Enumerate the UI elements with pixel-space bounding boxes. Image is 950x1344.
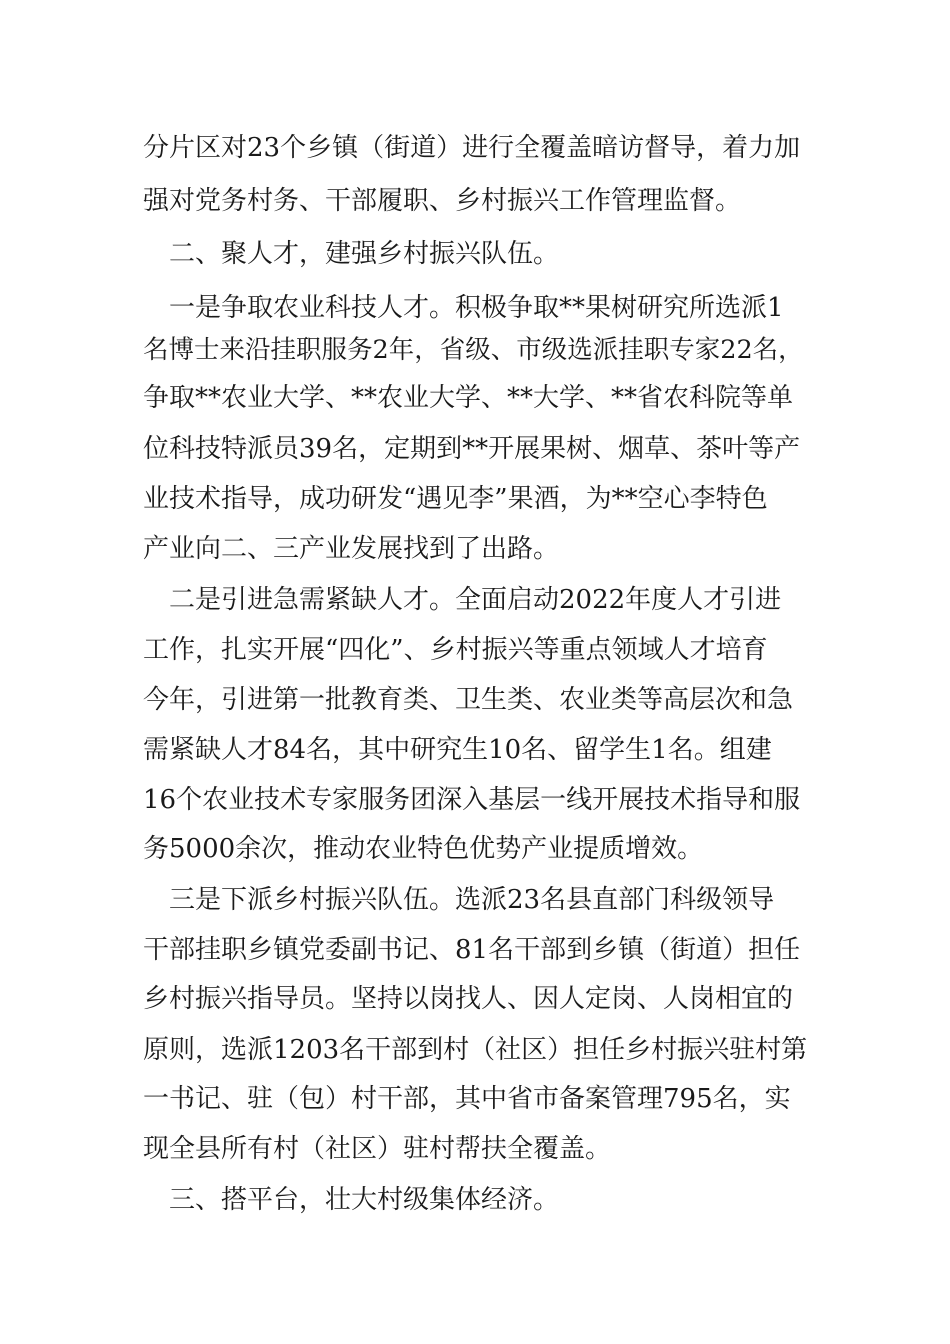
text-line: 16个农业技术专家服务团深入基层一线开展技术指导和服 bbox=[143, 785, 801, 815]
text-line: 位科技特派员39名，定期到**开展果树、烟草、茶叶等产 bbox=[143, 434, 801, 464]
text-line: 务5000余次，推动农业特色优势产业提质增效。 bbox=[143, 834, 704, 864]
text-line: 工作，扎实开展“四化”、乡村振兴等重点领域人才培育 bbox=[143, 635, 768, 665]
text-line: 二是引进急需紧缺人才。全面启动2022年度人才引进 bbox=[143, 585, 782, 615]
text-line: 乡村振兴指导员。坚持以岗找人、因人定岗、人岗相宜的 bbox=[143, 984, 794, 1014]
text-line: 原则，选派1203名干部到村（社区）担任乡村振兴驻村第 bbox=[143, 1035, 808, 1065]
text-line: 名博士来沿挂职服务2年，省级、市级选派挂职专家22名， bbox=[143, 335, 804, 365]
text-line: 产业向二、三产业发展找到了出路。 bbox=[143, 534, 560, 564]
text-line: 强对党务村务、干部履职、乡村振兴工作管理监督。 bbox=[143, 186, 742, 216]
text-line: 分片区对23个乡镇（街道）进行全覆盖暗访督导，着力加 bbox=[143, 133, 801, 163]
text-line: 需紧缺人才84名，其中研究生10名、留学生1名。组建 bbox=[143, 735, 772, 765]
text-line: 三是下派乡村振兴队伍。选派23名县直部门科级领导 bbox=[143, 885, 775, 915]
text-line: 干部挂职乡镇党委副书记、81名干部到乡镇（街道）担任 bbox=[143, 935, 801, 965]
text-line: 现全县所有村（社区）驻村帮扶全覆盖。 bbox=[143, 1134, 612, 1164]
text-line: 一书记、驻（包）村干部，其中省市备案管理795名，实 bbox=[143, 1084, 791, 1114]
text-line: 今年，引进第一批教育类、卫生类、农业类等高层次和急 bbox=[143, 685, 794, 715]
text-line: 争取**农业大学、**农业大学、**大学、**省农科院等单 bbox=[143, 383, 794, 413]
section-heading: 二、聚人才，建强乡村振兴队伍。 bbox=[143, 239, 560, 269]
text-line: 一是争取农业科技人才。积极争取**果树研究所选派1 bbox=[143, 293, 784, 323]
section-heading: 三、搭平台，壮大村级集体经济。 bbox=[143, 1185, 560, 1215]
text-line: 业技术指导，成功研发“遇见李”果酒，为**空心李特色 bbox=[143, 484, 768, 514]
